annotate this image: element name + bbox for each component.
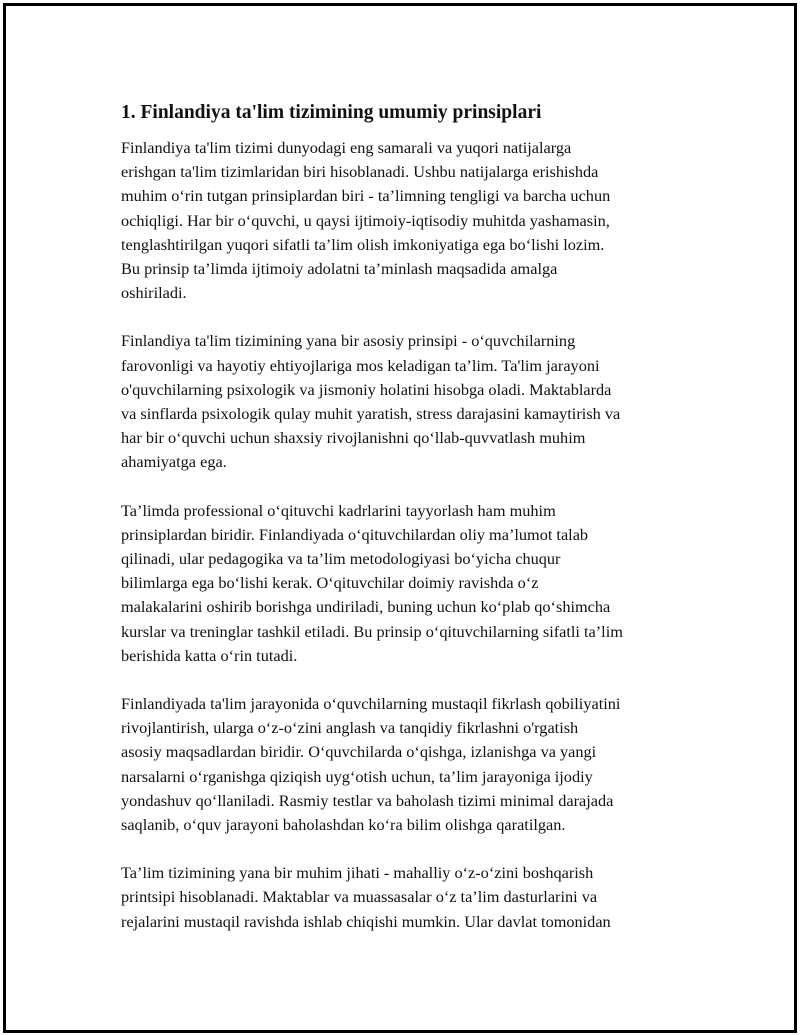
page-frame <box>3 3 797 1033</box>
text-line: qilinadi, ular pedagogika va ta’lim metodologiyasi bo‘yicha chuqur <box>121 549 561 569</box>
text-line: Ta’limda professional o‘qituvchi kadrlarini tayyorlash ham muhim <box>121 500 556 520</box>
text-line: rivojlantirish, ularga o‘z-o‘zini anglash va tanqidiy fikrlashni o'rgatish <box>121 718 579 738</box>
text-line: muhim o‘rin tutgan prinsiplardan biri - ta’limning tengligi va barcha uchun <box>121 186 611 206</box>
text-line: ochiqligi. Har bir o‘quvchi, u qaysi ijtimoiy-iqtisodiy muhitda yashamasin, <box>121 210 610 230</box>
text-line: malakalarini oshirib borishga undiriladi, buning uchun ko‘plab qo‘shimcha <box>121 597 611 617</box>
paragraphs-container <box>121 136 701 934</box>
text-line: printsipi hisoblanadi. Maktablar va muassasalar o‘z ta’lim dasturlarini va <box>121 887 598 907</box>
paragraph-4 <box>121 692 701 837</box>
text-line: berishida katta o‘rin tutadi. <box>121 645 298 665</box>
text-line: Finlandiya ta'lim tizimi dunyodagi eng samarali va yuqori natijalarga <box>121 138 572 157</box>
text-line: va sinflarda psixologik qulay muhit yaratish, stress darajasini kamaytirish va <box>121 404 621 424</box>
text-line: Finlandiya ta'lim tizimining yana bir asosiy prinsipi - o‘quvchilarning <box>121 331 576 351</box>
text-line: narsalarni o‘rganishga qiziqish uyg‘otish uchun, ta’lim jarayoniga ijodiy <box>121 766 593 786</box>
text-line: farovonligi va hayotiy ehtiyojlariga mos keladigan ta’lim. Ta'lim jarayoni <box>121 355 600 375</box>
text-line: oshiriladi. <box>121 283 187 303</box>
text-line: o'quvchilarning psixologik va jismoniy holatini hisobga oladi. Maktablarda <box>121 379 612 399</box>
text-line: kurslar va treninglar tashkil etiladi. Bu prinsip o‘qituvchilarning sifatli ta’lim <box>121 621 623 641</box>
text-line: har bir o‘quvchi uchun shaxsiy rivojlanishni qo‘llab-quvvatlash muhim <box>121 428 586 448</box>
text-line: saqlanib, o‘quv jarayoni baholashdan ko‘ra bilim olishga qaratilgan. <box>121 815 566 835</box>
text-line: Finlandiyada ta'lim jarayonida o‘quvchilarning mustaqil fikrlash qobiliyatini <box>121 694 621 714</box>
paragraph-3 <box>121 499 701 668</box>
paragraph-1 <box>121 136 701 305</box>
text-line: tenglashtirilgan yuqori sifatli ta’lim olish imkoniyatiga ega bo‘lishi lozim. <box>121 234 605 254</box>
document-body <box>121 98 701 958</box>
text-line: yondashuv qo‘llaniladi. Rasmiy testlar va baholash tizimi minimal darajada <box>121 790 614 810</box>
section-heading: 1. Finlandiya ta'lim tizimining umumiy prinsiplari <box>121 102 542 123</box>
text-line: ahamiyatga ega. <box>121 452 227 472</box>
paragraph-2 <box>121 329 701 474</box>
text-line: Bu prinsip ta’limda ijtimoiy adolatni ta’minlash maqsadida amalga <box>121 259 558 279</box>
text-line: erishgan ta'lim tizimlaridan biri hisoblanadi. Ushbu natijalarga erishishda <box>121 162 599 182</box>
text-line: prinsiplardan biridir. Finlandiyada o‘qituvchilardan oliy ma’lumot talab <box>121 524 589 544</box>
paragraph-5 <box>121 861 701 934</box>
text-line: rejalarini mustaqil ravishda ishlab chiqishi mumkin. Ular davlat tomonidan <box>121 911 611 931</box>
text-line: Ta’lim tizimining yana bir muhim jihati - mahalliy o‘z-o‘zini boshqarish <box>121 863 594 883</box>
text-line: bilimlarga ega bo‘lishi kerak. O‘qituvchilar doimiy ravishda o‘z <box>121 573 539 593</box>
text-line: asosiy maqsadlardan biridir. O‘quvchilarda o‘qishga, izlanishga va yangi <box>121 742 597 762</box>
